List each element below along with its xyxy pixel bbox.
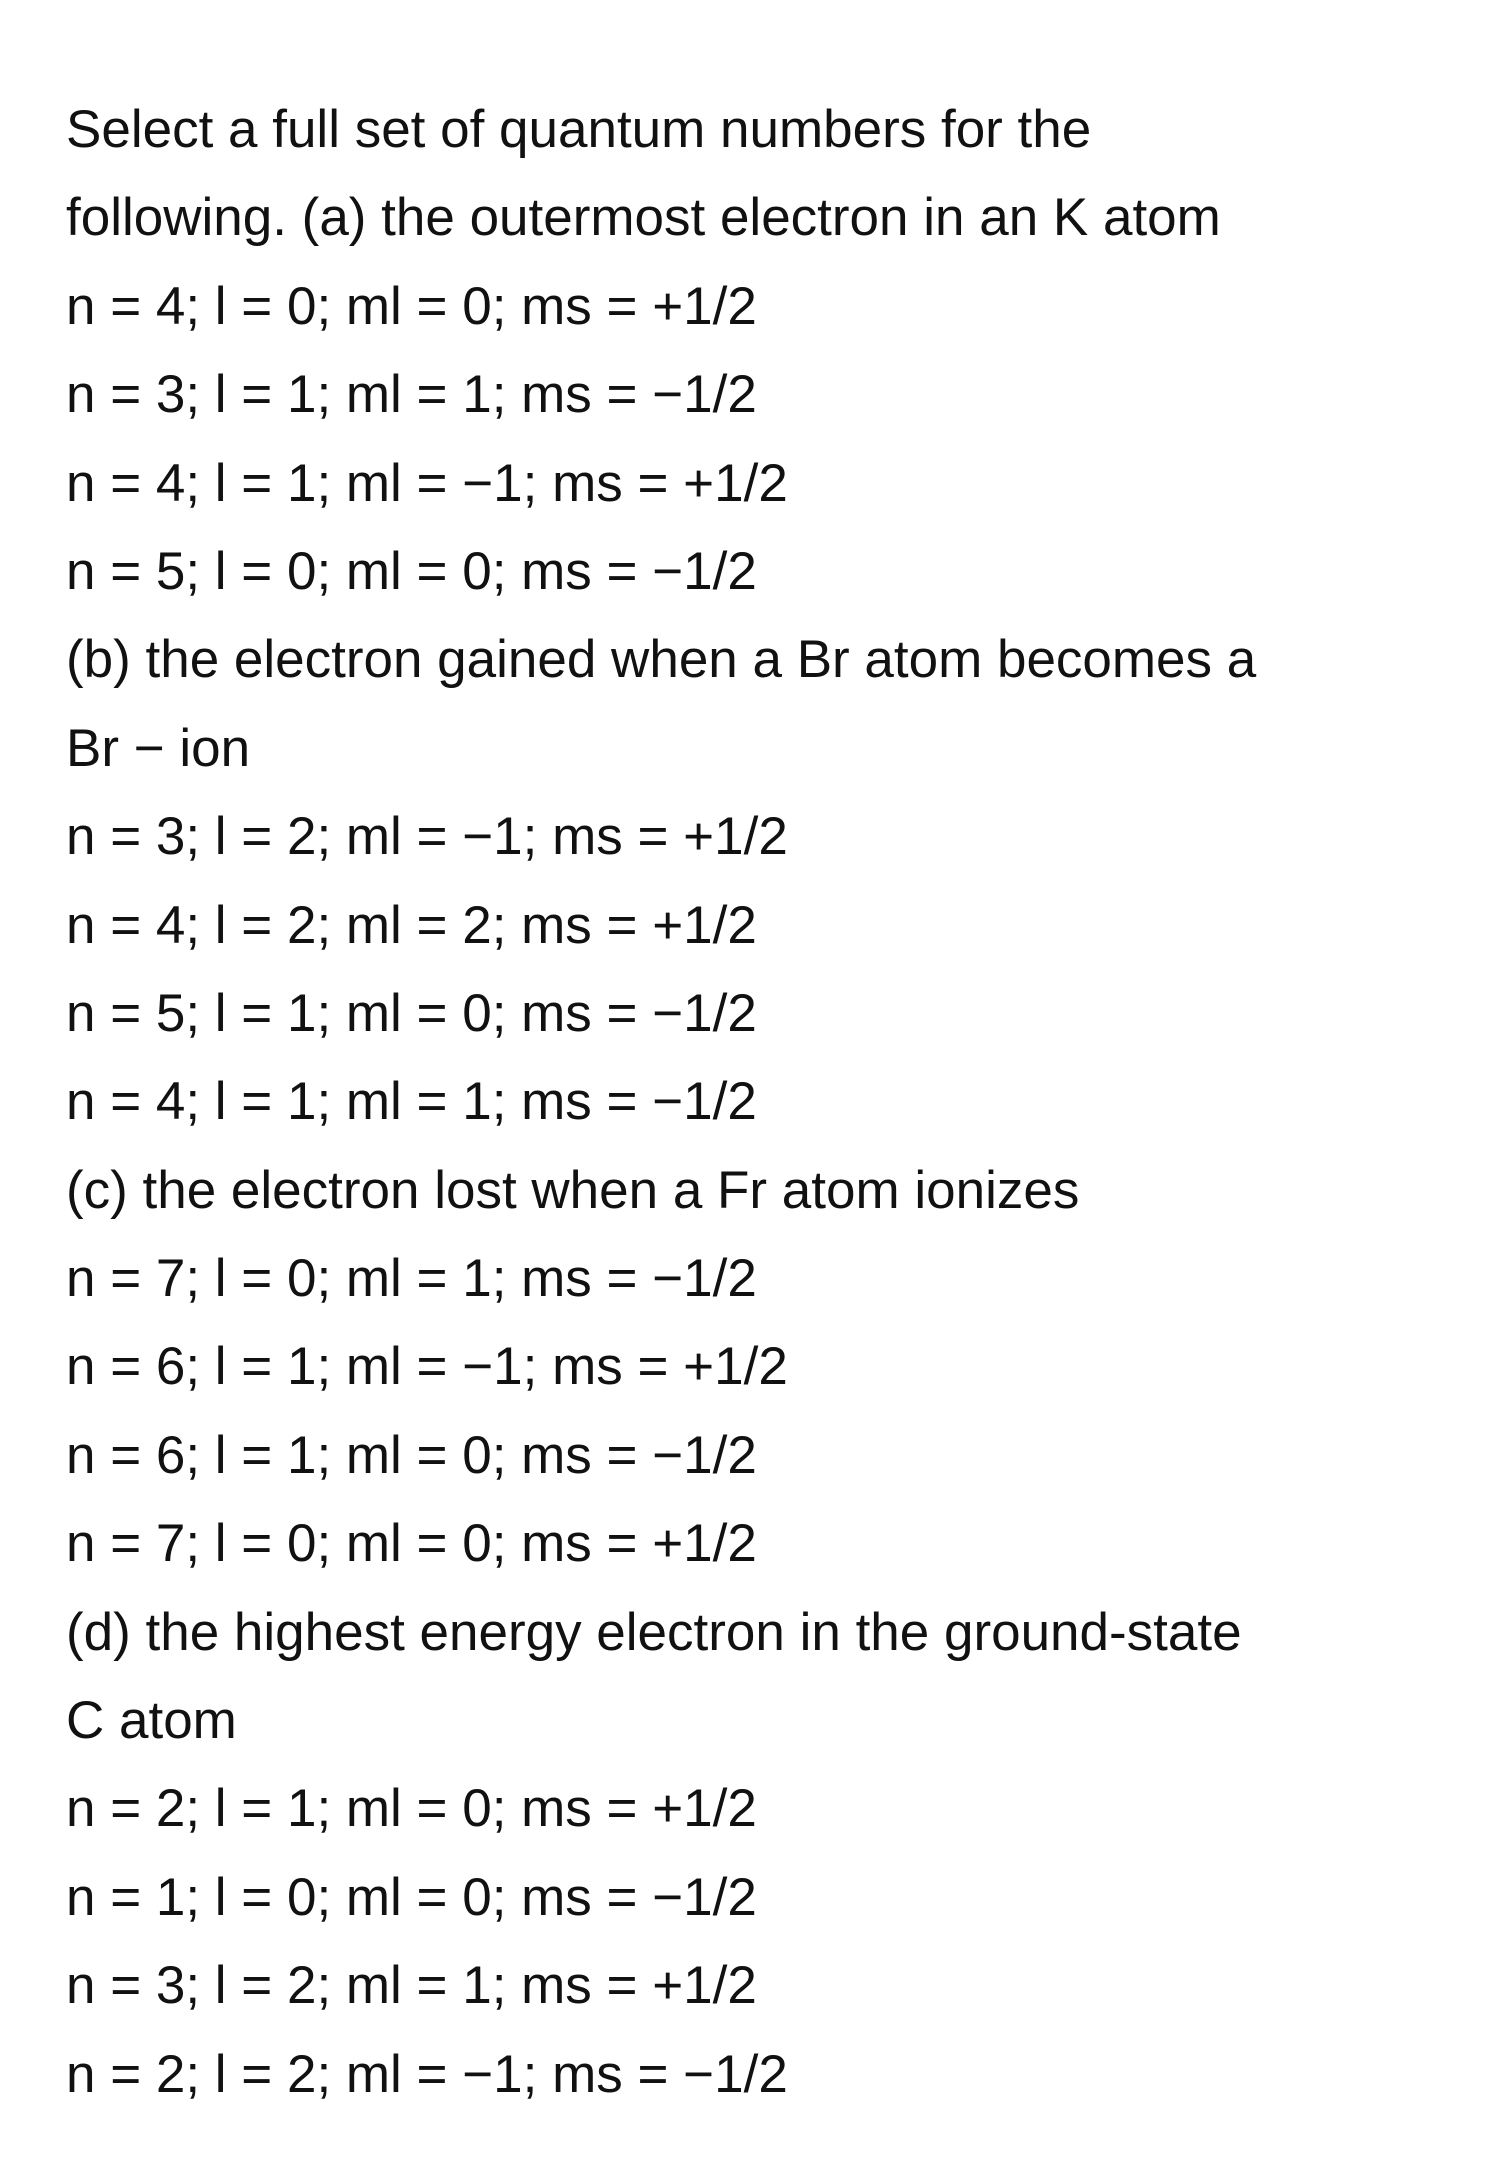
part-b-line-1: (b) the electron gained when a Br atom becomes a [66, 630, 1257, 690]
option-c-1: n = 7; l = 0; ml = 1; ms = −1/2 [66, 1249, 757, 1309]
option-a-3: n = 4; l = 1; ml = −1; ms = +1/2 [66, 453, 788, 513]
option-b-1: n = 3; l = 2; ml = −1; ms = +1/2 [66, 807, 788, 867]
option-d-2: n = 1; l = 0; ml = 0; ms = −1/2 [66, 1867, 757, 1927]
question-text [66, 86, 1466, 2119]
prompt-line-2: following. (a) the outermost electron in an K atom [66, 188, 1221, 248]
prompt-line-1: Select a full set of quantum numbers for the [66, 100, 1092, 159]
part-d-line-2: C atom [66, 1691, 237, 1751]
option-a-2: n = 3; l = 1; ml = 1; ms = −1/2 [66, 365, 757, 425]
option-c-3: n = 6; l = 1; ml = 0; ms = −1/2 [66, 1425, 757, 1485]
option-b-3: n = 5; l = 1; ml = 0; ms = −1/2 [66, 983, 757, 1043]
option-a-1: n = 4; l = 0; ml = 0; ms = +1/2 [66, 276, 757, 336]
option-a-4: n = 5; l = 0; ml = 0; ms = −1/2 [66, 541, 757, 601]
part-c-line: (c) the electron lost when a Fr atom ionizes [66, 1160, 1080, 1220]
part-b-line-2: Br − ion [66, 718, 251, 778]
option-b-2: n = 4; l = 2; ml = 2; ms = +1/2 [66, 895, 757, 955]
option-d-3: n = 3; l = 2; ml = 1; ms = +1/2 [66, 1956, 757, 2016]
option-d-4: n = 2; l = 2; ml = −1; ms = −1/2 [66, 2044, 788, 2104]
option-d-1: n = 2; l = 1; ml = 0; ms = +1/2 [66, 1779, 757, 1839]
option-b-4: n = 4; l = 1; ml = 1; ms = −1/2 [66, 1072, 757, 1132]
option-c-2: n = 6; l = 1; ml = −1; ms = +1/2 [66, 1337, 788, 1397]
part-d-line-1: (d) the highest energy electron in the ground-state [66, 1602, 1242, 1662]
option-c-4: n = 7; l = 0; ml = 0; ms = +1/2 [66, 1514, 757, 1574]
